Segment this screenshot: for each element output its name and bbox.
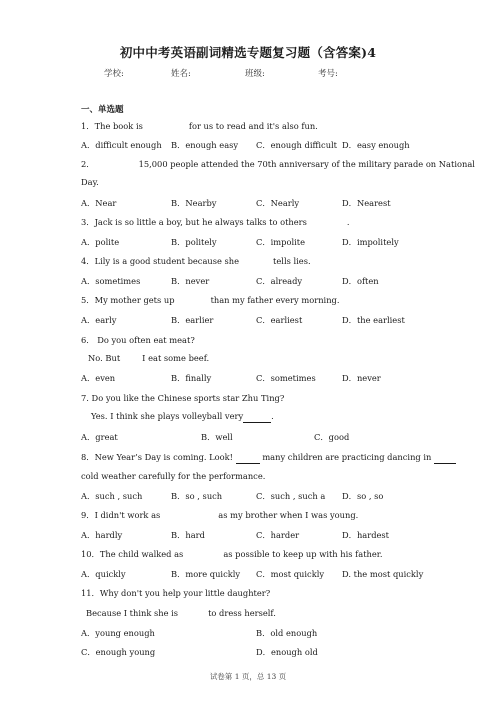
option-d: D．never (342, 373, 381, 383)
option-c: C．sometimes (256, 373, 316, 383)
option-d: D. the most quickly (342, 569, 424, 579)
option-b: B．enough easy (171, 140, 239, 150)
options-1 (81, 140, 421, 151)
option-d: D．so , so (342, 491, 384, 501)
option-a: A．hardly (81, 530, 123, 540)
question-4: 4．Lily is a good student because she tells lies. (81, 256, 311, 266)
question-6-cont: No. But I eat some beef. (88, 353, 210, 363)
options-11-row2 (81, 647, 421, 658)
question-7: 7. Do you like the Chinese sports star Zhu Ting? (81, 393, 285, 403)
option-a: A．sometimes (81, 276, 141, 286)
option-d: D．enough old (256, 647, 318, 657)
options-4 (81, 276, 421, 287)
question-1: 1．The book is for us to read and it's also fun. (81, 121, 318, 131)
option-a: A．difficult enough (81, 140, 162, 150)
question-2: 2． 15,000 people attended the 70th anniversary of the military parade on National (81, 159, 475, 169)
class-label: 班级: (245, 69, 265, 79)
option-c: C．earliest (256, 315, 303, 325)
option-d: D．Nearest (342, 198, 391, 208)
option-c: C．enough young (81, 647, 156, 657)
question-11-cont: Because I think she is to dress herself. (86, 608, 276, 618)
option-b: B．hard (171, 530, 205, 540)
option-b: B．old enough (256, 628, 318, 638)
option-a: A．early (81, 315, 117, 325)
option-a: A．quickly (81, 569, 126, 579)
option-a: A．Near (81, 198, 117, 208)
options-7 (81, 432, 421, 443)
option-b: B．finally (171, 373, 212, 383)
question-10: 10．The child walked as as possible to keep up with his father. (81, 549, 383, 559)
question-7-cont: Yes. I think she plays volleyball very . (91, 411, 274, 421)
option-a: A．great (81, 432, 118, 442)
option-c: C．enough difficult (256, 140, 338, 150)
option-d: D．the earliest (342, 315, 405, 325)
option-a: A．even (81, 373, 116, 383)
option-b: B．never (171, 276, 210, 286)
school-label: 学校: (104, 69, 124, 79)
options-6 (81, 373, 421, 384)
option-a: A．polite (81, 237, 120, 247)
question-9: 9．I didn't work as as my brother when I was young. (81, 510, 359, 520)
options-9 (81, 530, 421, 541)
option-c: C．such , such a (256, 491, 326, 501)
option-b: B．more quickly (171, 569, 241, 579)
option-b: B．earlier (171, 315, 214, 325)
name-label: 姓名: (171, 69, 191, 79)
options-3 (81, 237, 421, 248)
question-6: 6． Do you often eat meat? (81, 335, 195, 345)
options-2 (81, 198, 421, 209)
options-8 (81, 491, 421, 502)
question-11: 11．Why don't you help your little daughter? (81, 588, 271, 598)
option-c: C．harder (256, 530, 300, 540)
question-8: 8．New Year’s Day is coming. Look! many children are practicing dancing in (81, 452, 456, 464)
option-b: B．well (201, 432, 233, 442)
option-d: D．hardest (342, 530, 390, 540)
option-b: B．so , such (171, 491, 223, 501)
question-8-cont: cold weather carefully for the performance. (81, 471, 266, 481)
option-d: D．easy enough (342, 140, 410, 150)
option-d: D．impolitely (342, 237, 399, 247)
option-b: B．Nearby (171, 198, 217, 208)
option-a: A．such , such (81, 491, 143, 501)
option-c: C．impolite (256, 237, 306, 247)
option-c: C．Nearly (256, 198, 300, 208)
number-label: 考号: (318, 69, 338, 79)
question-5: 5．My mother gets up than my father every morning. (81, 295, 340, 305)
option-c: C．most quickly (256, 569, 325, 579)
page-title: 初中中考英语副词精选专题复习题（含答案)4 (119, 45, 377, 60)
question-2-cont: Day. (81, 177, 99, 187)
options-5 (81, 315, 421, 326)
option-d: D．often (342, 276, 379, 286)
options-11-row1 (81, 628, 421, 639)
option-c: C．good (314, 432, 350, 442)
option-b: B．politely (171, 237, 217, 247)
question-3: 3．Jack is so little a boy, but he always talks to others . (81, 217, 350, 227)
section-heading: 一、单选题 (81, 105, 124, 115)
option-c: C．already (256, 276, 303, 286)
page-footer: 试卷第 1 页，总 13 页 (209, 672, 287, 681)
option-a: A．young enough (81, 628, 155, 638)
options-10 (81, 569, 424, 580)
